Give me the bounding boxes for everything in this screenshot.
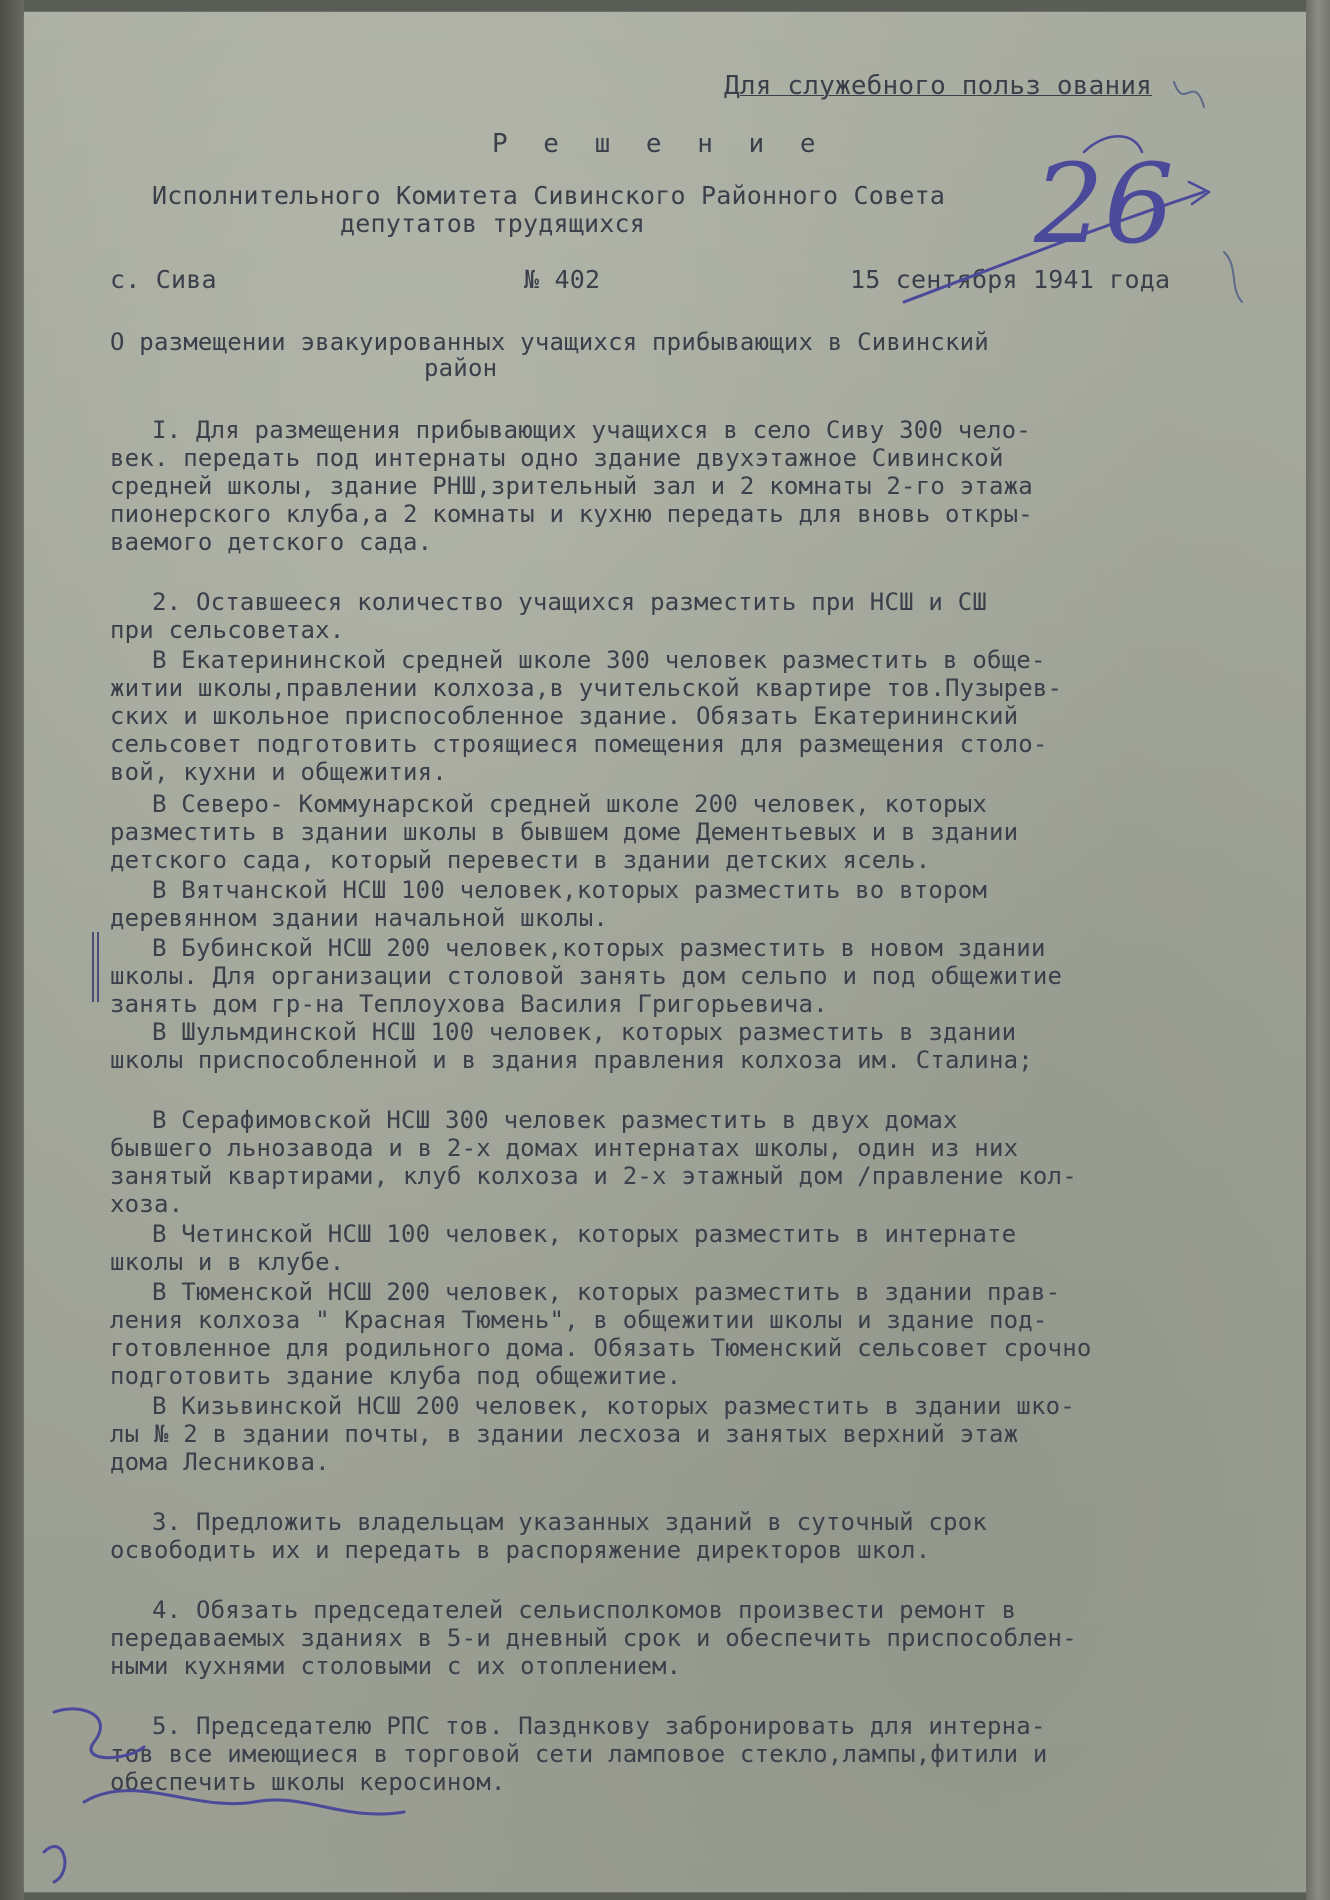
body-line: занятый квартирами, клуб колхоза и 2-х этажный дом /правление кол- [110,1162,1077,1190]
body-line: школы и в клубе. [110,1248,345,1276]
document-text [24,12,1306,1892]
body-line: В Вятчанской НСШ 100 человек,которых разместить во втором [152,876,988,904]
place-of-issue: с. Сива [110,265,217,294]
body-line: В Шульмдинской НСШ 100 человек, которых разместить в здании [152,1018,1017,1046]
handwritten-number: 26 [1034,140,1174,268]
decision-date: 15 сентября 1941 года [850,265,1171,294]
body-line: детского сада, который перевести в здании детских ясель. [110,846,931,874]
body-line: ских и школьное приспособленное здание. Обязать Екатерининский [110,702,1019,730]
body-line: подготовить здание клуба под общежитие. [110,1362,682,1390]
issuer-line-2: депутатов трудящихся [340,209,646,238]
body-line: готовленное для родильного дома. Обязать Тюменский сельсовет срочно [110,1334,1092,1362]
body-line: занять дом гр-на Теплоухова Василия Григорьевича. [110,990,828,1018]
body-line: В Кизьвинской НСШ 200 человек, которых разместить в здании шко- [152,1392,1075,1420]
issuer-line-1: Исполнительного Комитета Сивинского Районного Совета [152,181,946,210]
body-line: передаваемых зданиях в 5-и дневный срок и обеспечить приспособлен- [110,1624,1077,1652]
body-line: хоза. [110,1190,184,1218]
body-line: 4. Обязать председателей сельисполкомов произвести ремонт в [152,1596,1017,1624]
document-title: Р е ш е н и е [492,129,826,159]
body-line: сельсовет подготовить строящиеся помещения для размещения столо- [110,730,1048,758]
body-line: тов все имеющиеся в торговой сети ламповое стекло,лампы,фитили и [110,1740,1048,1768]
body-line: средней школы, здание РНШ,зрительный зал и 2 комнаты 2-го этажа [110,472,1033,500]
decision-number: № 402 [524,265,601,294]
body-line: 3. Предложить владельцам указанных зданий в суточный срок [152,1508,988,1536]
body-line: I. Для размещения прибывающих учащихся в село Сиву 300 чело- [152,416,1031,444]
body-line: В Серафимовской НСШ 300 человек разместить в двух домах [152,1106,958,1134]
body-line: 5. Председателю РПС тов. Пазднкову забронировать для интерна- [152,1712,1046,1740]
classification-stamp: Для служебного польз ования [724,71,1153,101]
body-line: дома Лесникова. [110,1448,330,1476]
body-line: при сельсоветах. [110,616,345,644]
subject-line-1: О размещении эвакуированных учащихся прибывающих в Сивинский [110,328,989,356]
body-line: лы № 2 в здании почты, в здании лесхоза и занятых верхний этаж [110,1420,1019,1448]
body-line: бывшего льнозавода и в 2-х домах интернатах школы, один из них [110,1134,1019,1162]
body-line: В Тюменской НСШ 200 человек, которых разместить в здании прав- [152,1278,1061,1306]
body-line: освободить их и передать в распоряжение директоров школ. [110,1536,931,1564]
body-line: деревянном здании начальной школы. [110,904,609,932]
body-line: ными кухнями столовыми с их отоплением. [110,1652,682,1680]
scan-right-edge [1306,0,1330,1900]
document-page [24,12,1306,1892]
body-line: В Северо- Коммунарской средней школе 200 человек, которых [152,790,988,818]
body-line: век. передать под интернаты одно здание двухэтажное Сивинской [110,444,1004,472]
body-line: пионерского клуба,а 2 комнаты и кухню передать для вновь откры- [110,500,1033,528]
margin-mark [92,932,99,1002]
body-line: ления колхоза " Красная Тюмень", в общежитии школы и здание под- [110,1306,1048,1334]
body-line: 2. Оставшееся количество учащихся разместить при НСШ и СШ [152,588,988,616]
body-line: житии школы,правлении колхоза,в учительской квартире тов.Пузырев- [110,674,1063,702]
body-line: школы. Для организации столовой занять дом сельпо и под общежитие [110,962,1063,990]
body-line: В Четинской НСШ 100 человек, которых разместить в интернате [152,1220,1017,1248]
body-line: школы приспособленной и в здания правления колхоза им. Сталина; [110,1046,1033,1074]
body-line: вой, кухни и общежития. [110,758,447,786]
body-line: обеспечить школы керосином. [110,1768,506,1796]
body-line: В Бубинской НСШ 200 человек,которых разместить в новом здании [152,934,1046,962]
body-line: разместить в здании школы в бывшем доме Дементьевых и в здании [110,818,1019,846]
subject-line-2: район [424,354,498,382]
scan-left-edge [0,0,24,1900]
body-line: В Екатерининской средней школе 300 человек разместить в обще- [152,646,1046,674]
body-line: ваемого детского сада. [110,528,433,556]
